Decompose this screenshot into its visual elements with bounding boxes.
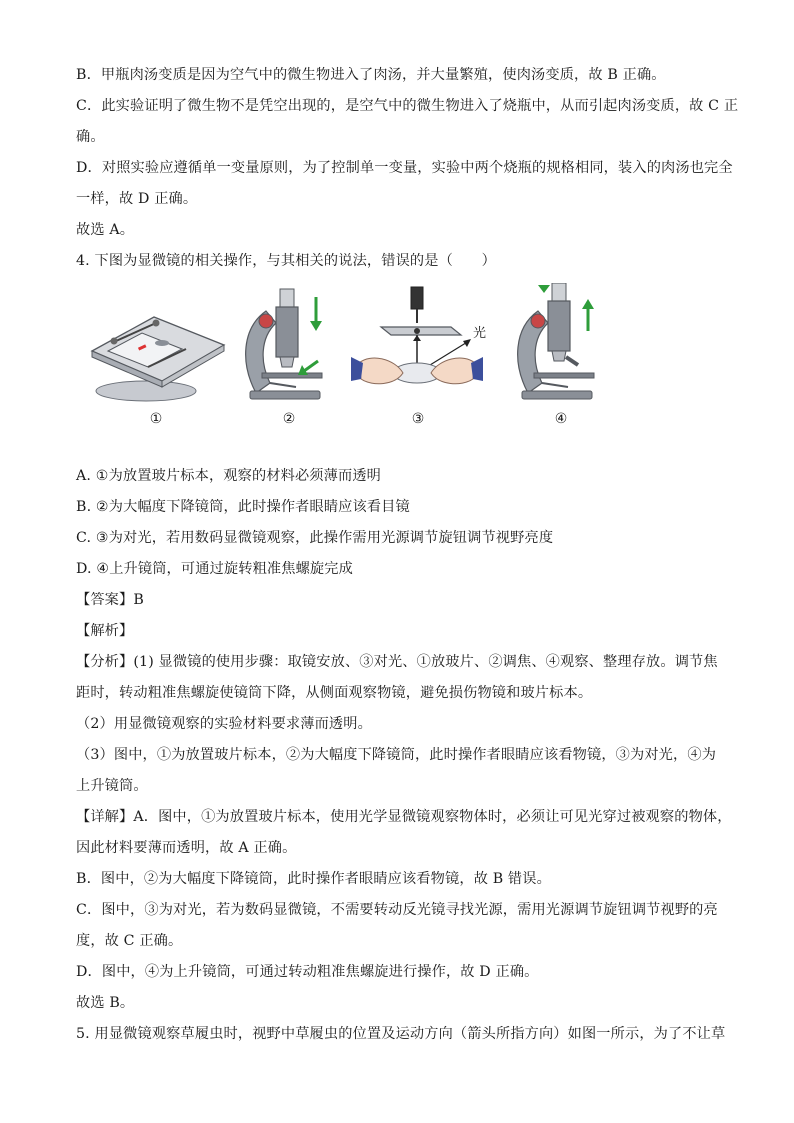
- stage-slide-drawing: [86, 283, 226, 408]
- option-c: C. ③为对光，若用数码显微镜观察，此操作需用光源调节旋钮调节视野亮度: [76, 530, 554, 546]
- analysis-heading: 【解析】: [76, 623, 134, 639]
- text-line: C．图中，③为对光，若为数码显微镜，不需要转动反光镜寻找光源，需用光源调节旋钮调节视野的亮: [76, 902, 718, 918]
- figure-label-3: ③: [411, 411, 425, 427]
- light-adjustment-drawing: [351, 283, 501, 408]
- text-block-bottom: [76, 461, 732, 1050]
- text-line: 故选 A。: [76, 222, 135, 238]
- text-line: 度，故 C 正确。: [76, 933, 183, 949]
- text-line: 确。: [76, 129, 105, 145]
- text-line: B．图中，②为大幅度下降镜筒，此时操作者眼睛应该看物镜，故 B 错误。: [76, 871, 551, 887]
- figure-label-4: ④: [554, 411, 568, 427]
- text-line: C．此实验证明了微生物不是凭空出现的，是空气中的微生物进入了烧瓶中，从而引起肉汤变质，故 C 正: [76, 98, 739, 114]
- figure-label-1: ①: [149, 411, 163, 427]
- question-5-stem: 5. 用显微镜观察草履虫时，视野中草履虫的位置及运动方向（箭头所指方向）如图一所示，为了不让草: [76, 1026, 726, 1042]
- light-label: 光: [473, 326, 487, 341]
- text-line: 因此材料要薄而透明，故 A 正确。: [76, 840, 297, 856]
- text-line: 故选 B。: [76, 995, 135, 1011]
- option-b: B. ②为大幅度下降镜筒，此时操作者眼睛应该看目镜: [76, 499, 410, 515]
- text-line: 距时，转动粗准焦螺旋使镜筒下降，从侧面观察物镜，避免损伤物镜和玻片标本。: [76, 685, 593, 701]
- answer-line: 【答案】B: [76, 592, 144, 608]
- microscope-lowering-drawing: [236, 283, 346, 408]
- text-line: D．图中，④为上升镜筒，可通过转动粗准焦螺旋进行操作，故 D 正确。: [76, 964, 539, 980]
- text-line: （3）图中，①为放置玻片标本，②为大幅度下降镜筒，此时操作者眼睛应该看物镜，③为对光，④为: [76, 747, 717, 763]
- text-line: D．对照实验应遵循单一变量原则，为了控制单一变量，实验中两个烧瓶的规格相同，装入的肉汤也完全: [76, 160, 733, 176]
- figure-1-slide-on-stage: [86, 283, 226, 427]
- text-block-top: [76, 60, 739, 277]
- figure-3-adjusting-light: [351, 283, 501, 427]
- text-line: 【分析】(1) 显微镜的使用步骤：取镜安放、③对光、①放玻片、②调焦、④观察、整理存放。调节焦: [76, 654, 718, 670]
- option-a: A. ①为放置玻片标本，观察的材料必须薄而透明: [76, 468, 381, 484]
- question-4-stem: 4. 下图为显微镜的相关操作，与其相关的说法，错误的是（ ）: [76, 253, 496, 269]
- option-d: D. ④上升镜筒，可通过旋转粗准焦螺旋完成: [76, 561, 353, 577]
- text-line: 上升镜筒。: [76, 778, 148, 794]
- text-line: 【详解】A．图中，①为放置玻片标本，使用光学显微镜观察物体时，必须让可见光穿过被观察的物体，: [76, 809, 732, 825]
- text-line: B．甲瓶肉汤变质是因为空气中的微生物进入了肉汤，并大量繁殖，使肉汤变质，故 B 正确。: [76, 67, 666, 83]
- document-page: [76, 60, 739, 1050]
- microscope-raising-drawing: [508, 283, 618, 408]
- figure-4-raising-tube: [508, 283, 618, 427]
- figure-label-2: ②: [282, 411, 296, 427]
- text-line: （2）用显微镜观察的实验材料要求薄而透明。: [76, 716, 372, 732]
- text-line: 一样，故 D 正确。: [76, 191, 198, 207]
- microscope-figure: [76, 283, 726, 455]
- figure-2-lowering-tube: [236, 283, 346, 427]
